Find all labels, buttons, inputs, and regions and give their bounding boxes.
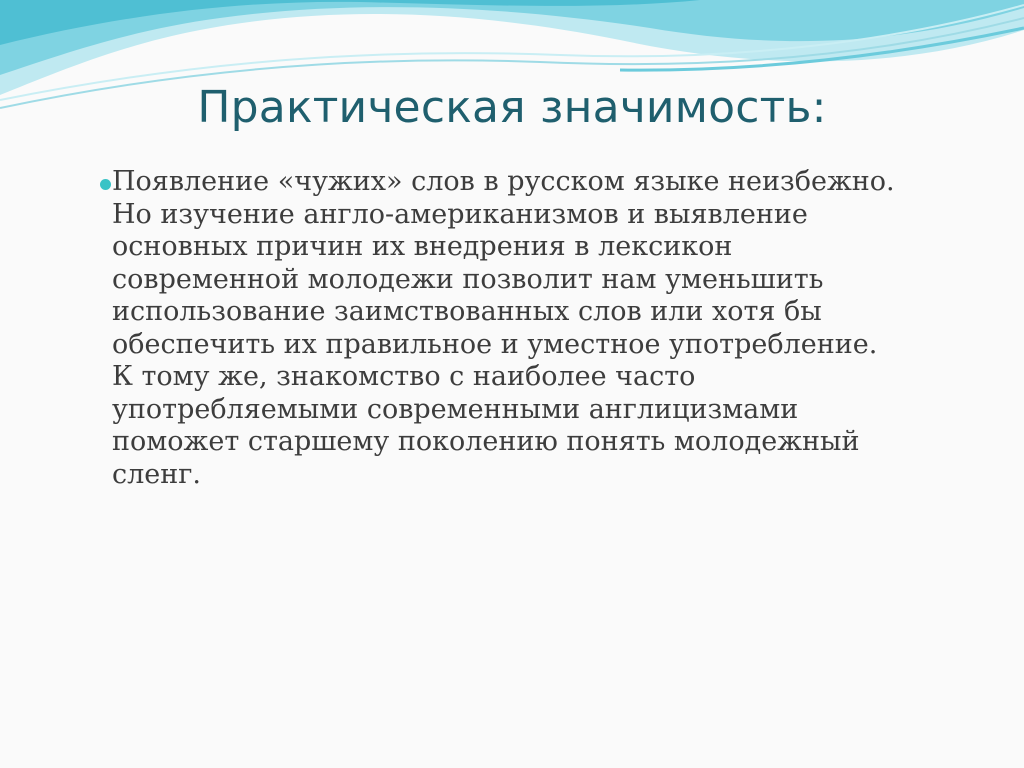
bullet-line: обеспечить их правильное и уместное употребление. — [112, 328, 878, 360]
bullet-line: использование заимствованных слов или хотя бы — [112, 296, 822, 327]
bullet-line: употребляемыми современными англицизмами — [112, 393, 799, 425]
bullet-dot-icon — [100, 179, 111, 190]
bullet-line: поможет старшему поколению понять молодежный — [112, 426, 860, 457]
bullet-text — [112, 166, 964, 491]
slide-title: Практическая значимость: — [197, 82, 827, 133]
bullet-line: современной молодежи позволит нам уменьшить — [112, 263, 824, 295]
slide-content — [104, 166, 964, 491]
bullet-line: сленг. — [112, 458, 201, 490]
bullet-line: основных причин их внедрения в лексикон — [112, 231, 733, 262]
bullet-line: К тому же, знакомство с наиболее часто — [112, 361, 696, 392]
bullet-line: Появление «чужих» слов в русском языке неизбежно. — [112, 166, 895, 197]
bullet-line: Но изучение англо-американизмов и выявление — [112, 198, 808, 230]
bullet-item — [104, 166, 964, 491]
